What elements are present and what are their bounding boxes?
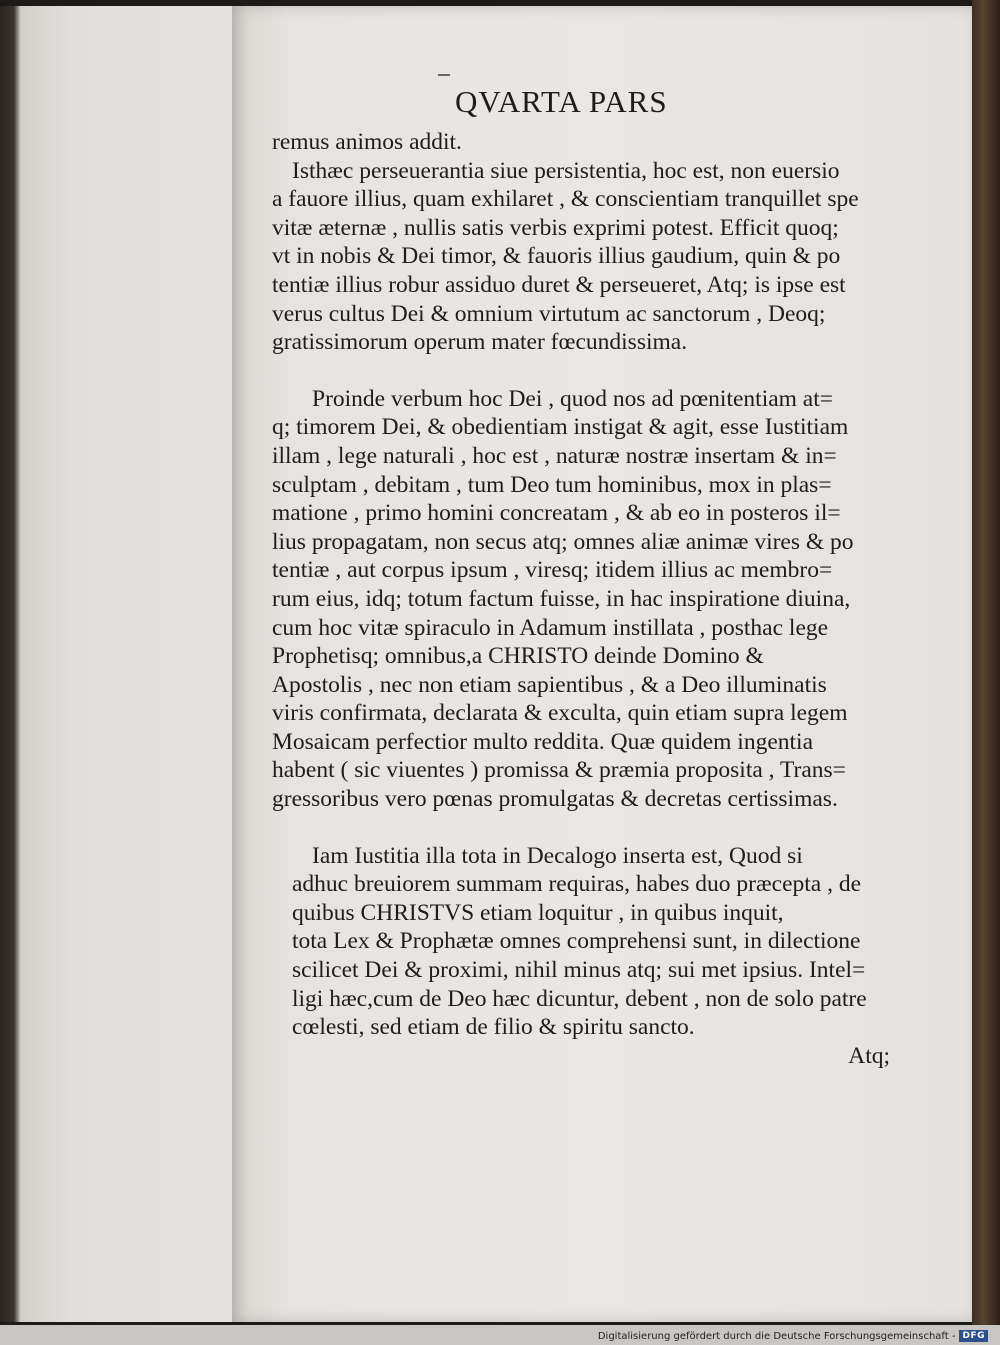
catchword: Atq; [848,1042,890,1069]
text-line: cum hoc vitæ spiraculo in Adamum instillata , posthac lege [272,614,829,641]
paragraph-1 [272,128,898,357]
text-line: illam , lege naturali , hoc est , naturæ nostræ insertam & in= [272,442,837,469]
text-line: vitæ æternæ , nullis satis verbis exprimi potest. Efficit quoq; [272,214,839,241]
text-line: quibus CHRISTVS etiam loquitur , in quibus inquit, [292,899,784,926]
text-line: habent ( sic viuentes ) promissa & præmia proposita , Trans= [272,757,846,784]
text-line: gratissimorum operum mater fœcundissima. [272,329,688,356]
text-line: verus cultus Dei & omnium virtutum ac sanctorum , Deoq; [272,300,826,327]
text-line: adhuc breuiorem summam requiras, habes duo præcepta , de [292,871,862,898]
text-line: sculptam , debitam , tum Deo tum hominibus, mox in plas= [272,471,832,498]
text-line: tota Lex & Prophætæ omnes comprehensi sunt, in dilectione [292,928,861,955]
text-line: q; timorem Dei, & obedientiam instigat & agit, esse Iustitiam [272,414,849,441]
text-line: gressoribus vero pœnas promulgatas & decretas certissimas. [272,786,838,813]
text-line: cœlesti, sed etiam de filio & spiritu sancto. [292,1014,695,1041]
paragraph-3 [272,842,898,1042]
page-edge [972,0,1000,1325]
dfg-logo: DFG [959,1330,988,1342]
text-line: tentiæ illius robur assiduo duret & perseueret, Atq; is ipse est [272,271,846,298]
text-line: a fauore illius, quam exhilaret , & conscientiam tranquillet spe [272,186,859,213]
text-line: Proinde verbum hoc Dei , quod nos ad pœnitentiam at= [312,385,834,412]
text-line: ligi hæc,cum de Deo hæc dicuntur, debent , non de solo patre [292,985,867,1012]
text-line: tentiæ , aut corpus ipsum , viresq; itidem illius ac membro= [272,557,833,584]
text-line: Iam Iustitia illa tota in Decalogo inserta est, Quod si [312,842,803,869]
page-gutter [0,6,232,1322]
text-line: Apostolis , nec non etiam sapientibus , & a Deo illuminatis [272,671,827,698]
ink-mark [438,74,450,76]
text-line: scilicet Dei & proximi, nihil minus atq; sui met ipsius. Intel= [292,957,866,984]
text-line: matione , primo homini concreatam , & ab eo in posteros il= [272,500,841,527]
text-line: viris confirmata, declarata & exculta, quin etiam supra legem [272,700,848,727]
text-line: lius propagatam, non secus atq; omnes aliæ animæ vires & po [272,528,854,555]
text-line: remus animos addit. [272,129,462,155]
body-text [272,128,898,1070]
text-line: rum eius, idq; totum factum fuisse, in hac inspiratione diuina, [272,585,851,612]
running-head: QVARTA PARS [455,84,668,119]
digitization-credit [598,1330,988,1342]
text-line: vt in nobis & Dei timor, & fauoris illius gaudium, quin & po [272,243,841,270]
text-line: Prophetisq; omnibus,a CHRISTO deinde Domino & [272,643,764,670]
paragraph-2 [272,385,898,814]
text-line: Isthæc perseuerantia siue persistentia, hoc est, non euersio [292,157,840,184]
text-line: Mosaicam perfectior multo reddita. Quæ quidem ingentia [272,728,814,755]
credit-text: Digitalisierung gefördert durch die Deutsche Forschungsgemeinschaft - [597,1330,956,1342]
